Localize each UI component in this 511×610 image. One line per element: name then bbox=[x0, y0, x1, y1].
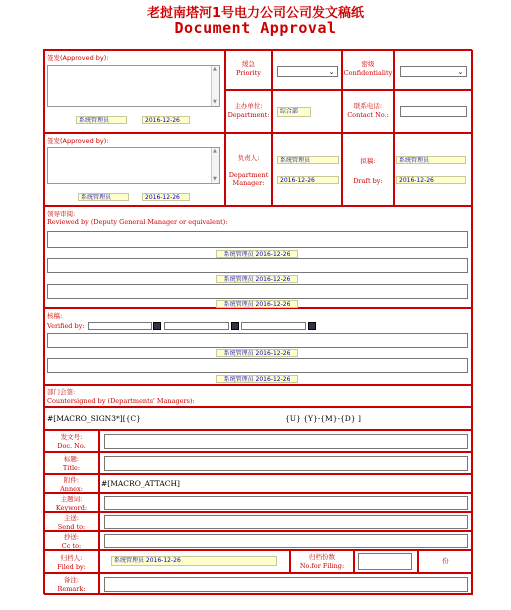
approval-label-1: 签发(Approved by): bbox=[47, 54, 109, 62]
review-signature-2: 系统管理员 2016-12-26 bbox=[216, 275, 298, 283]
title-value-cell bbox=[99, 452, 473, 474]
countersign-macro-row bbox=[44, 407, 473, 430]
contact-label-cell bbox=[342, 90, 394, 133]
drafter-label-en: Draft by: bbox=[353, 177, 383, 185]
verify-section bbox=[44, 308, 473, 385]
ccto-label-cell bbox=[44, 531, 99, 550]
confidentiality-select-cell bbox=[394, 50, 473, 90]
keyword-input[interactable] bbox=[104, 496, 468, 510]
title-label-cell bbox=[44, 452, 99, 474]
approval-form bbox=[43, 49, 472, 594]
confidentiality-select[interactable] bbox=[400, 66, 467, 77]
manager-label-zh: 负责人: bbox=[237, 154, 260, 162]
filing-value-cell bbox=[354, 550, 418, 573]
approval-cell-1 bbox=[44, 50, 225, 133]
countersign-label-en: Countersigned by (Departments' Managers): bbox=[47, 397, 195, 405]
chevron-down-icon: ⌄ bbox=[328, 68, 335, 76]
manager-label-en2: Manager: bbox=[232, 179, 265, 187]
approval-date-1: 2016-12-26 bbox=[142, 116, 190, 124]
filing-label-cell bbox=[290, 550, 354, 573]
filed-signature: 系统管理员 2016-12-26 bbox=[111, 556, 277, 566]
keyword-label-en: Keyword: bbox=[55, 504, 88, 512]
contact-label-en: Contact No.: bbox=[347, 111, 389, 119]
countersign-date-format: {U} {Y}-{M}-{D} ] bbox=[285, 414, 361, 423]
title-input[interactable] bbox=[104, 456, 468, 471]
sendto-value-cell bbox=[99, 512, 473, 531]
page-title-zh: 老挝南塔河1号电力公司公司发文稿纸 bbox=[146, 6, 365, 21]
textarea-scrollbar[interactable]: ▲ ▼ bbox=[211, 66, 219, 106]
review-input-2[interactable] bbox=[47, 258, 468, 273]
review-label-zh: 领导审阅: bbox=[47, 210, 76, 218]
countersign-macro: #[MACRO_SIGN3*][{C} bbox=[47, 414, 141, 423]
ccto-input[interactable] bbox=[104, 534, 468, 548]
department-label-zh: 主办单位: bbox=[234, 102, 263, 110]
filed-label-cell bbox=[44, 550, 99, 573]
manager-date: 2016-12-26 bbox=[277, 176, 339, 184]
filed-label-zh: 归档人: bbox=[60, 554, 83, 562]
verify-signature-1: 系统管理员 2016-12-26 bbox=[216, 349, 298, 357]
filing-label-zh: 归档份数 bbox=[309, 553, 335, 561]
verify-input-1[interactable] bbox=[47, 333, 468, 348]
remark-input[interactable] bbox=[104, 577, 468, 592]
review-input-1[interactable] bbox=[47, 231, 468, 248]
page-title-en: Document Approval bbox=[174, 19, 337, 37]
confidentiality-label-zh: 密级 bbox=[361, 60, 375, 68]
approval-textarea-2[interactable] bbox=[47, 147, 220, 184]
remark-label-cell bbox=[44, 573, 99, 595]
annex-label-cell bbox=[44, 474, 99, 493]
verify-label-en: Verified by: bbox=[47, 322, 85, 330]
approval-signer-2: 系统管理员 bbox=[78, 193, 129, 201]
user-picker-icon[interactable] bbox=[231, 322, 239, 330]
remark-value-cell bbox=[99, 573, 473, 595]
verifier-input-3[interactable] bbox=[241, 322, 306, 330]
ccto-label-en: Cc to: bbox=[61, 542, 82, 550]
manager-value-cell bbox=[272, 133, 342, 206]
filing-label-en: No.for Filing: bbox=[299, 562, 345, 570]
keyword-label-cell bbox=[44, 493, 99, 512]
docno-label-zh: 发文号: bbox=[60, 433, 83, 441]
manager-label-en1: Department bbox=[228, 171, 269, 179]
priority-select[interactable] bbox=[277, 66, 338, 77]
approval-signer-1: 系统管理员 bbox=[76, 116, 127, 124]
contact-value-cell bbox=[394, 90, 473, 133]
confidentiality-label-en: Confidentiality bbox=[343, 69, 393, 77]
annex-label-en: Annex: bbox=[60, 485, 83, 493]
manager-label-cell bbox=[225, 133, 272, 206]
filing-unit-cell bbox=[418, 550, 473, 573]
approval-cell-2 bbox=[44, 133, 225, 206]
user-picker-icon[interactable] bbox=[153, 322, 161, 330]
verify-signature-2: 系统管理员 2016-12-26 bbox=[216, 375, 298, 383]
priority-label-zh: 缓急 bbox=[242, 60, 255, 68]
review-section bbox=[44, 206, 473, 308]
chevron-down-icon: ⌄ bbox=[457, 68, 464, 76]
confidentiality-label-cell bbox=[342, 50, 394, 90]
filed-value-cell bbox=[99, 550, 290, 573]
remark-label-en: Remark: bbox=[57, 585, 86, 593]
contact-input[interactable] bbox=[400, 106, 467, 117]
drafter-date: 2016-12-26 bbox=[396, 176, 466, 184]
verify-input-2[interactable] bbox=[47, 358, 468, 373]
user-picker-icon[interactable] bbox=[308, 322, 316, 330]
approval-textarea-1[interactable] bbox=[47, 65, 220, 107]
annex-label-zh: 附件: bbox=[63, 476, 80, 484]
verify-label-zh: 核稿: bbox=[47, 312, 63, 320]
verifier-input-2[interactable] bbox=[164, 322, 229, 330]
ccto-value-cell bbox=[99, 531, 473, 550]
priority-select-cell bbox=[272, 50, 342, 90]
annex-macro: #[MACRO_ATTACH] bbox=[101, 479, 180, 488]
filing-unit: 份 bbox=[442, 557, 449, 565]
manager-signer: 系统管理员 bbox=[277, 156, 339, 164]
review-label-en: Reviewed by (Deputy General Manager or equivalent): bbox=[47, 218, 228, 226]
docno-label-en: Doc. No. bbox=[57, 442, 86, 450]
review-signature-1: 系统管理员 2016-12-26 bbox=[216, 250, 298, 258]
drafter-label-zh: 拟稿: bbox=[360, 157, 376, 165]
drafter-signer: 系统管理员 bbox=[396, 156, 466, 164]
ccto-label-zh: 抄送: bbox=[63, 533, 80, 541]
textarea-scrollbar[interactable]: ▲ ▼ bbox=[211, 148, 219, 183]
sendto-label-zh: 主送: bbox=[63, 514, 80, 522]
docno-value-cell bbox=[99, 430, 473, 452]
countersign-label-zh: 部门会签: bbox=[47, 388, 76, 396]
approval-label-2: 签发(Approved by): bbox=[47, 137, 109, 145]
contact-label-zh: 联系电话: bbox=[353, 102, 383, 110]
department-value-cell bbox=[272, 90, 342, 133]
keyword-value-cell bbox=[99, 493, 473, 512]
title-label-zh: 标题: bbox=[63, 455, 80, 463]
countersign-section bbox=[44, 385, 473, 407]
department-label-en: Department: bbox=[227, 111, 270, 119]
remark-label-zh: 备注: bbox=[63, 576, 80, 584]
annex-value-cell bbox=[99, 474, 473, 493]
department-value: 综合部 bbox=[277, 107, 311, 117]
filed-label-en: Filed by: bbox=[57, 563, 86, 571]
verifier-input-1[interactable] bbox=[88, 322, 152, 330]
review-signature-3: 系统管理员 2016-12-26 bbox=[216, 300, 298, 308]
review-input-3[interactable] bbox=[47, 284, 468, 299]
priority-label-en: Priority bbox=[236, 69, 261, 77]
approval-date-2: 2016-12-26 bbox=[142, 193, 190, 201]
department-label-cell bbox=[225, 90, 272, 133]
drafter-value-cell bbox=[394, 133, 473, 206]
title-label-en: Title: bbox=[62, 464, 81, 472]
filing-count-input[interactable] bbox=[358, 553, 412, 570]
docno-input[interactable] bbox=[104, 434, 468, 449]
docno-label-cell bbox=[44, 430, 99, 452]
keyword-label-zh: 主题词: bbox=[60, 495, 83, 503]
sendto-input[interactable] bbox=[104, 515, 468, 529]
sendto-label-cell bbox=[44, 512, 99, 531]
drafter-label-cell bbox=[342, 133, 394, 206]
priority-label-cell bbox=[225, 50, 272, 90]
sendto-label-en: Send to: bbox=[57, 523, 86, 531]
